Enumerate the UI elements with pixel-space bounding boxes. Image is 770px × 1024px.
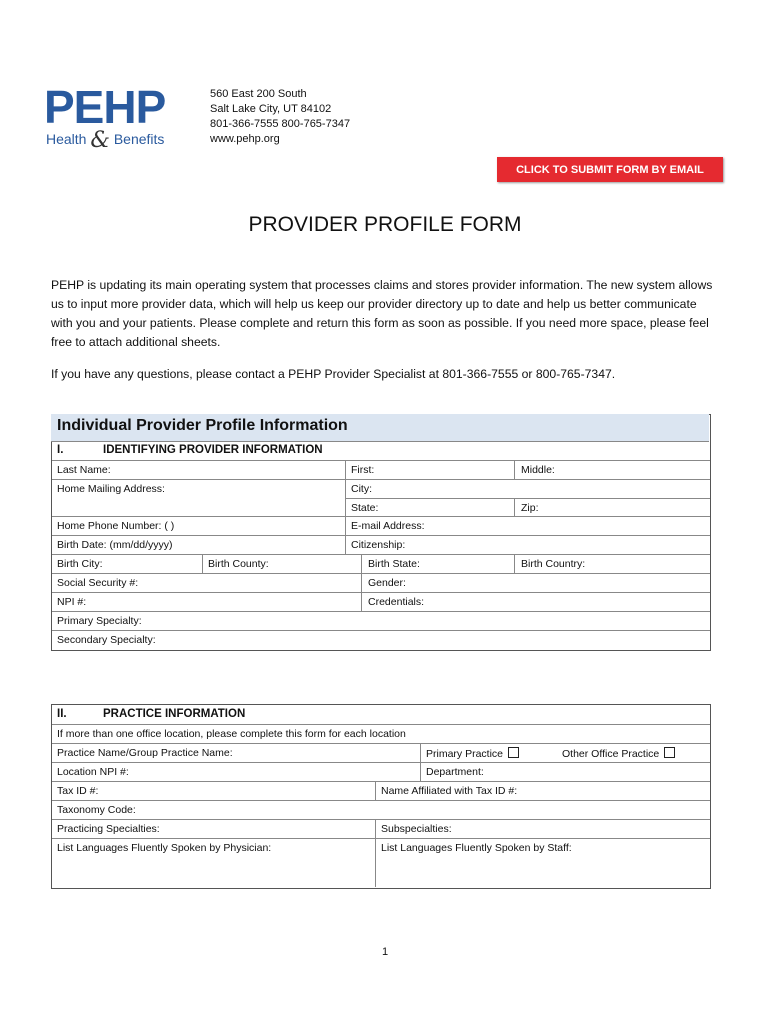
name-affiliated-field[interactable]: Name Affiliated with Tax ID #:: [381, 785, 518, 797]
birth-country-field[interactable]: Birth Country:: [521, 558, 586, 570]
row-divider: [52, 800, 710, 801]
primary-specialty-field[interactable]: Primary Specialty:: [57, 615, 142, 627]
col-divider: [375, 781, 376, 800]
tax-id-field[interactable]: Tax ID #:: [57, 785, 99, 797]
col-divider: [514, 460, 515, 479]
address-block: [210, 87, 350, 147]
languages-staff-field[interactable]: List Languages Fluently Spoken by Staff:: [381, 842, 572, 854]
row-divider: [345, 498, 710, 499]
logo-ampersand: &: [90, 128, 110, 153]
col-divider: [420, 743, 421, 781]
primary-practice-option[interactable]: [426, 747, 519, 760]
location-npi-field[interactable]: Location NPI #:: [57, 766, 129, 778]
row-divider: [52, 724, 710, 725]
row-divider: [52, 516, 710, 517]
section1-number: I.: [57, 444, 64, 456]
col-divider: [345, 460, 346, 554]
practicing-specialties-field[interactable]: Practicing Specialties:: [57, 823, 160, 835]
logo-health: Health: [46, 131, 87, 147]
middle-name-field[interactable]: Middle:: [521, 464, 555, 476]
col-divider: [375, 819, 376, 887]
row-divider: [52, 762, 710, 763]
home-mailing-field[interactable]: Home Mailing Address:: [57, 483, 165, 495]
row-divider: [52, 781, 710, 782]
ssn-field[interactable]: Social Security #:: [57, 577, 139, 589]
section1-heading: Individual Provider Profile Information: [57, 417, 348, 434]
logo-benefits: Benefits: [113, 131, 165, 147]
first-name-field[interactable]: First:: [351, 464, 375, 476]
citizenship-field[interactable]: Citizenship:: [351, 539, 406, 551]
page-title: PROVIDER PROFILE FORM: [248, 213, 522, 236]
col-divider: [514, 554, 515, 573]
row-divider: [52, 743, 710, 744]
address-line: Salt Lake City, UT 84102: [210, 103, 332, 115]
zip-field[interactable]: Zip:: [521, 502, 539, 514]
section1-title: IDENTIFYING PROVIDER INFORMATION: [103, 444, 323, 456]
birth-state-field[interactable]: Birth State:: [368, 558, 420, 570]
credentials-field[interactable]: Credentials:: [368, 596, 425, 608]
row-divider: [52, 479, 710, 480]
phone-line: 801-366-7555 800-765-7347: [210, 118, 351, 130]
row-divider: [52, 838, 710, 839]
gender-field[interactable]: Gender:: [368, 577, 406, 589]
row-divider: [52, 460, 710, 461]
home-phone-field[interactable]: Home Phone Number: ( ): [57, 520, 175, 532]
address-line: 560 East 200 South: [210, 88, 307, 100]
last-name-field[interactable]: Last Name:: [57, 464, 111, 476]
primary-practice-checkbox[interactable]: [508, 747, 519, 758]
primary-practice-label: Primary Practice: [426, 748, 504, 760]
logo-tagline: [46, 128, 165, 153]
section2-title: PRACTICE INFORMATION: [103, 708, 246, 720]
submit-form-button[interactable]: CLICK TO SUBMIT FORM BY EMAIL: [497, 157, 723, 182]
other-office-option[interactable]: [562, 747, 675, 760]
pehp-logo: PEHP: [44, 81, 166, 133]
col-divider: [361, 554, 362, 611]
row-divider: [52, 611, 710, 612]
row-divider: [52, 592, 710, 593]
page-number: 1: [381, 946, 389, 958]
row-divider: [52, 535, 710, 536]
languages-physician-field[interactable]: List Languages Fluently Spoken by Physician:: [57, 842, 272, 854]
other-office-label: Other Office Practice: [562, 748, 660, 760]
department-field[interactable]: Department:: [426, 766, 484, 778]
city-field[interactable]: City:: [351, 483, 372, 495]
birth-city-field[interactable]: Birth City:: [57, 558, 103, 570]
multiple-location-note: If more than one office location, please complete this form for each location: [57, 728, 406, 740]
section2-number: II.: [57, 708, 67, 720]
website-line: www.pehp.org: [210, 133, 280, 145]
birth-date-field[interactable]: Birth Date: (mm/dd/yyyy): [57, 539, 173, 551]
row-divider: [52, 630, 710, 631]
email-field[interactable]: E-mail Address:: [351, 520, 425, 532]
secondary-specialty-field[interactable]: Secondary Specialty:: [57, 634, 156, 646]
contact-paragraph: If you have any questions, please contact a PEHP Provider Specialist at 801-366-7555 or 800-765-7347.: [51, 367, 616, 381]
row-divider: [52, 573, 710, 574]
other-office-checkbox[interactable]: [664, 747, 675, 758]
taxonomy-code-field[interactable]: Taxonomy Code:: [57, 804, 136, 816]
practice-name-field[interactable]: Practice Name/Group Practice Name:: [57, 747, 233, 759]
state-field[interactable]: State:: [351, 502, 379, 514]
subspecialties-field[interactable]: Subspecialties:: [381, 823, 452, 835]
col-divider: [514, 498, 515, 516]
col-divider: [202, 554, 203, 573]
birth-county-field[interactable]: Birth County:: [208, 558, 269, 570]
section1-heading-bar: [51, 414, 709, 442]
row-divider: [52, 554, 710, 555]
npi-field[interactable]: NPI #:: [57, 596, 87, 608]
intro-paragraph: PEHP is updating its main operating system that processes claims and stores provider information. The new system allows us to input more provider data, which will help us keep our provider directory up to date and help us better communicate with you and your patients. Please complete and return this form as soon as possible. If you need more space, please feel free to attach additional sheets.: [51, 278, 713, 349]
row-divider: [52, 819, 710, 820]
